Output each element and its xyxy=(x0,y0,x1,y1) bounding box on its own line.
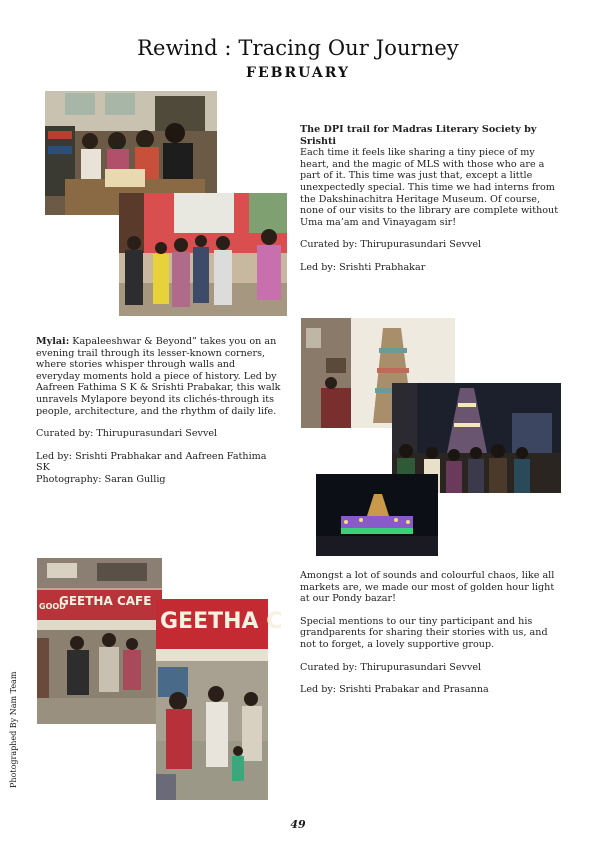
pondy-bazaar-photo-1 xyxy=(37,558,162,724)
photography-credit: Photography: Saran Gullig xyxy=(36,473,166,485)
section-body-1: Amongst a lot of sounds and colourful chaos, like all markets are, we made our most of golden hour light at our Pondy bazar! xyxy=(300,570,555,605)
section-lead: Mylai: xyxy=(36,336,70,347)
month-subtitle: FEBRUARY xyxy=(246,65,350,81)
dpi-trail-text xyxy=(300,124,562,285)
section-heading: The DPI trail for Madras Literary Society by Srishti xyxy=(300,124,537,147)
shop-sign-geetha-cafe: GEETHA CAFE xyxy=(59,594,152,608)
library-photo-2 xyxy=(119,193,287,316)
section-body-2: Special mentions to our tiny participant and his grandparents for sharing their stories with us, and not to forget, a lovely supportive group. xyxy=(300,615,548,650)
mylai-text xyxy=(36,336,282,486)
led-by: Led by: Srishti Prabhakar xyxy=(300,261,426,273)
section-body: Each time it feels like sharing a tiny piece of my heart, and the magic of MLS with those who are a part of it. This time was just that, except a little unexpectedly special. This time we had interns from the Dakshinachitra Heritage Museum. Of course, none of our visits to the library are complete without Uma ma’am and Vinayagam sir! xyxy=(300,147,559,228)
shop-sign-good: GOOD xyxy=(39,602,66,611)
temple-lights-photo xyxy=(316,474,438,556)
pondy-bazaar-text xyxy=(300,570,564,707)
pondy-bazaar-photo-2 xyxy=(156,599,283,800)
shop-sign-geetha: GEETHA C xyxy=(160,609,283,634)
curated-by: Curated by: Thirupurasundari Sevvel xyxy=(300,239,482,251)
led-by: Led by: Srishti Prabhakar and Aafreen Fathima SK xyxy=(36,450,267,474)
led-by: Led by: Srishti Prabakar and Prasanna xyxy=(300,684,489,696)
photo-credit-vertical: Photographed By Nam Team xyxy=(9,671,18,788)
curated-by: Curated by: Thirupurasundari Sevvel xyxy=(36,428,218,440)
page-number: 49 xyxy=(290,818,306,831)
page-title: Rewind : Tracing Our Journey xyxy=(137,36,459,60)
section-body: Kapaleeshwar & Beyond” takes you on an evening trail through its lesser-known corners, where stories whisper through walls and everyday moments hold a piece of history. Led by Aafreen Fathima S K & Srishti Prabakar, this walk unravels Mylapore beyond its clichés-through its people, architecture, and the rhythm of daily life. xyxy=(36,336,281,417)
curated-by: Curated by: Thirupurasundari Sevvel xyxy=(300,661,482,673)
